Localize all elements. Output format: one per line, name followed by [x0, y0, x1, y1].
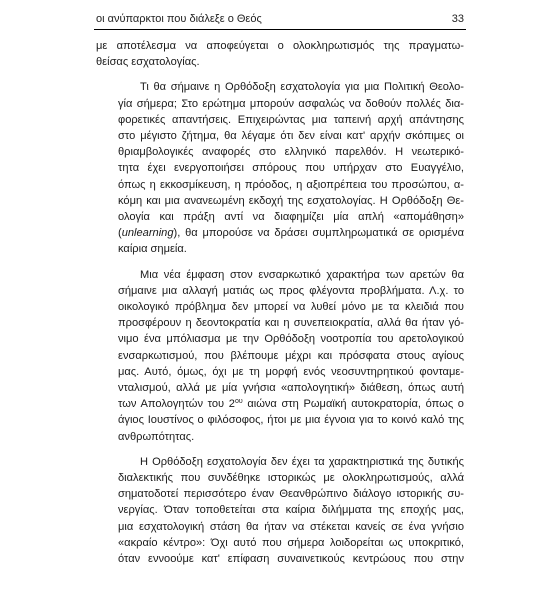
text-line: ενσαρκωτισμού, που βλέπουμε μέχρι και πρόσφατα στους αγίους — [118, 349, 464, 362]
text-fragment: ( — [118, 227, 122, 240]
text-line: ανθρωπότητας. — [118, 430, 195, 443]
italic-term: unlearning — [121, 227, 174, 240]
paragraph-2 — [96, 79, 464, 257]
paragraph-1 — [96, 38, 464, 70]
paragraph-3 — [96, 267, 464, 445]
text-line — [96, 225, 464, 241]
text-line: φορετικές απαντήσεις. Επιχειρώντας μια ταπεινή αρχή απάντησης — [118, 113, 464, 126]
running-head — [96, 11, 464, 27]
text-line: όταν εννοούμε κατ' επίφαση συναινετικούς κεντρώους που στην — [118, 553, 464, 566]
text-line: οικολογικό πρόβλημα δεν μπορεί να λυθεί μόνο με τα κλειδιά που — [118, 301, 464, 314]
text-line: μας. Αυτό, όμως, όχι με τη μορφή ενός νεοσυντηρητικού φονταμε- — [118, 365, 464, 378]
text-line: γία σήμερα; Στο ερώτημα μπορούν ασφαλώς να δοθούν πολλές δια- — [118, 97, 464, 110]
text-line: θριαμβολογικές αναφορές στο ελληνικό παρελθόν. Η νεωτερικό- — [118, 146, 464, 159]
text-line: νιμο ένα μπόλιασμα με την Ορθόδοξη νοοτροπία του αρετολογικού — [118, 333, 464, 346]
text-line: Τι θα σήμαινε η Ορθόδοξη εσχατολογία για μια Πολιτική Θεολο- — [140, 81, 464, 94]
text-line: στο μέγιστο ζήτημα, θα λέγαμε ότι δεν είναι κατ' αρχήν σκόπιμες οι — [118, 130, 464, 143]
text-line: θείσας εσχατολογίας. — [96, 56, 200, 69]
text-line: σήμαινε μια αλλαγή ματιάς ως προς φλέγοντα προβλήματα. Λ.χ. το — [118, 284, 464, 297]
ordinal-superscript: ου — [234, 398, 243, 406]
text-fragment: ), θα μπορούσε να δράσει συμπληρωματικά σε ορισμένα — [173, 227, 464, 240]
running-head-title: οι ανύπαρκτοι που διάλεξε ο Θεός — [96, 13, 262, 25]
text-fragment: των Απολογητών του 2 — [118, 398, 235, 411]
header-rule — [94, 29, 466, 30]
text-line: «ακραίο κέντρο»: Όχι αυτό που σήμερα λοιδορείται ως υποκριτικό, — [118, 536, 464, 549]
text-line: σηματοδοτεί περισσότερο έναν Θεανθρώπινο διάλογο ιστορικής συ- — [118, 488, 464, 501]
text-line: άγιος Ιουστίνος ο φιλόσοφος, ήτοι με μια έγνοια για το κοινό καλό της — [118, 414, 464, 427]
text-line: κόμη και μια ανανεωμένη εκδοχή της εσχατολογίας. Η Ορθόδοξη Θε- — [118, 194, 464, 207]
text-line: με αποτέλεσμα να αποφεύγεται ο ολοκληρωτισμός της πραγματω- — [96, 40, 464, 52]
text-line: Μια νέα έμφαση στον ενσαρκωτικό χαρακτήρα των αρετών θα — [140, 268, 464, 281]
text-line: προσφέρουν η δεοντοκρατία και η συνεπειοκρατία, αλλά θα ήταν γό- — [118, 317, 464, 330]
text-line: μια εσχατολογική στάση θα ήταν να στέκεται κανείς σε ένα γνήσιο — [118, 520, 464, 533]
text-line: όπως η εκκοσμίκευση, η πρόοδος, η αξιοπρέπεια του προσώπου, α- — [118, 178, 464, 191]
paragraph-4 — [96, 454, 464, 567]
text-line: διαλεκτικής που συνδέθηκε ιστορικώς με ολοκληρωτισμούς, αλλά — [118, 472, 464, 485]
text-line: νταλισμού, αλλά με μία γνήσια «απολογητική» διάθεση, όπως αυτή — [118, 382, 464, 395]
text-line: τητα έχει ενεργοποιήσει σπόρους που υπήρχαν στο Ευαγγέλιο, — [118, 162, 464, 175]
body-text — [96, 38, 464, 567]
text-line: Η Ορθόδοξη εσχατολογία δεν έχει τα χαρακτηριστικά της δυτικής — [140, 455, 464, 468]
text-fragment: αιώνα στη Ρωμαϊκή αυτοκρατορία, όπως ο — [242, 398, 464, 411]
text-line: ολογία και πράξη αντί να διαφημίζει μία απλή «απομάθηση» — [118, 211, 464, 224]
text-line: νεργίας. Όταν τοποθετείται στα καίρια διλήμματα της εποχής μας, — [118, 504, 464, 517]
page-number: 33 — [451, 13, 464, 25]
text-line — [96, 396, 464, 412]
text-line: καίρια σημεία. — [118, 243, 187, 256]
